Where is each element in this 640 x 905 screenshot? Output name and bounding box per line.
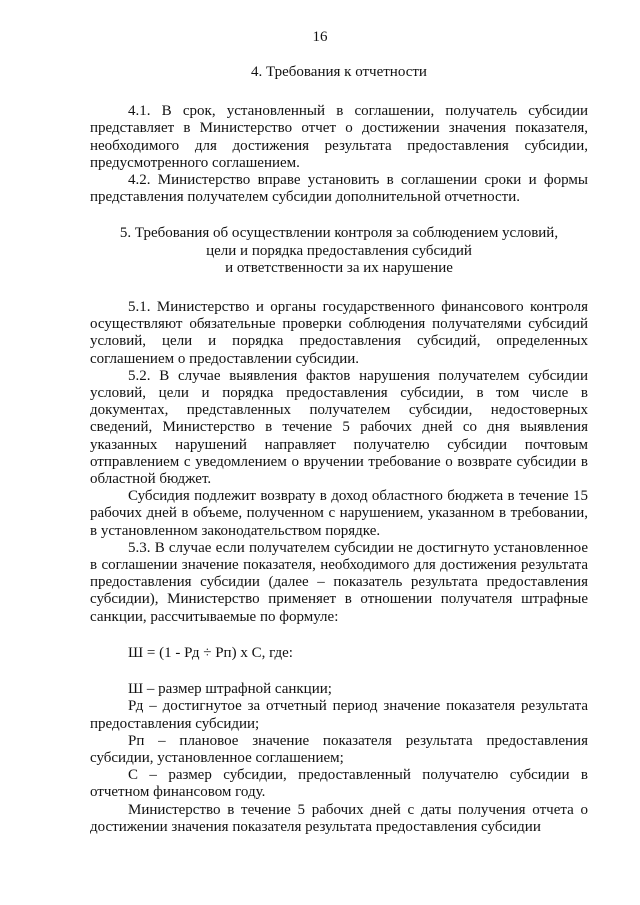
penalty-formula: Ш = (1 - Рд ÷ Рп) х С, где:	[128, 644, 293, 661]
paragraph-5-2-return: Субсидия подлежит возврату в доход областного бюджета в течение 15 рабочих дней в объеме, полученном с нарушением, указанном в требовании, в установленном законодательством порядке.	[90, 488, 588, 539]
paragraph-4-2: 4.2. Министерство вправе установить в соглашении сроки и формы представления получателем субсидии дополнительной отчетности.	[90, 172, 588, 206]
section-5-heading-line-1: 5. Требования об осуществлении контроля за соблюдением условий,	[119, 225, 559, 242]
paragraph-5-1: 5.1. Министерство и органы государственного финансового контроля осуществляют обязательные проверки соблюдения получателями субсидий условий, цели и порядка предоставления субсидий, определенных соглашением о предоставлении субсидии.	[90, 299, 588, 367]
paragraph-5-3: 5.3. В случае если получателем субсидии не достигнуто установленное в соглашении значение показателя, необходимого для достижения результата предоставления субсидии (далее – показатель результата предоставления субсидии), Министерство применяет в отношении получателя штрафные санкции, рассчитываемые по формуле:	[90, 539, 588, 625]
section-4-heading: 4. Требования к отчетности	[251, 64, 427, 80]
section-5-heading-line-3: и ответственности за их нарушение	[225, 259, 453, 276]
definition-rp: Рп – плановое значение показателя результата предоставления субсидии, установленное соглашением;	[90, 732, 588, 766]
section-5-heading-line-2: цели и порядка предоставления субсидий	[206, 242, 472, 259]
page-number: 16	[312, 29, 328, 45]
page-content	[90, 64, 588, 836]
paragraph-5-2: 5.2. В случае выявления фактов нарушения получателем субсидии условий, цели и порядка предоставления субсидии, в том числе в документах, представленных получателем субсидии, недостоверных сведений, Министерство в течение 5 рабочих дней со дня выявления указанных нарушений направляет получателю субсидии почтовым отправлением с уведомлением о вручении требование о возврате субсидии в областной бюджет.	[90, 367, 588, 488]
definition-s: С – размер субсидии, предоставленный получателю субсидии в отчетном финансовом году.	[90, 767, 588, 801]
paragraph-4-1: 4.1. В срок, установленный в соглашении, получатель субсидии представляет в Министерство отчет о достижении значения показателя, необходимого для достижения результата предоставления субсидии, предусмотренного соглашением.	[90, 103, 588, 171]
definition-sh: Ш – размер штрафной санкции;	[128, 681, 332, 698]
definition-rd: Рд – достигнутое за отчетный период значение показателя результата предоставления субсидии;	[90, 698, 588, 732]
paragraph-ministry-report: Министерство в течение 5 рабочих дней с даты получения отчета о достижении значения показателя результата предоставления субсидии	[90, 801, 588, 835]
